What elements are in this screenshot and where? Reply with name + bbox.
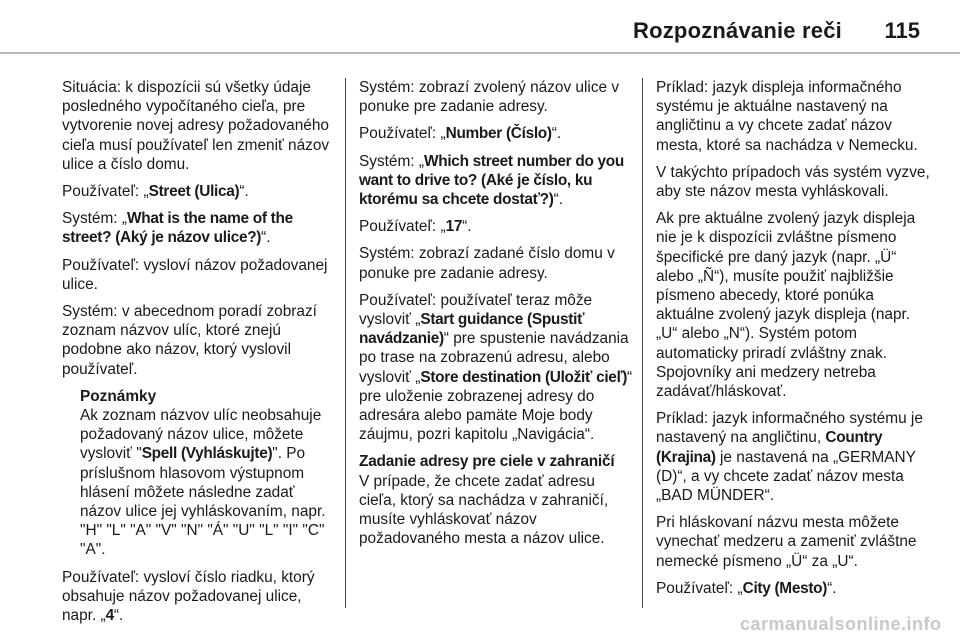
column-divider-2 — [642, 78, 643, 608]
note-title: Poznámky — [80, 387, 157, 405]
column-divider-1 — [345, 78, 346, 608]
paragraph: Používateľ: „17“. — [359, 218, 472, 236]
page-header — [0, 0, 960, 60]
column-1 — [62, 78, 334, 633]
page-number: 115 — [884, 18, 920, 43]
note-text: Ak zoznam názvov ulíc neobsahuje požadovaný názov ulice, môžete vysloviť "Spell (Vyhláskujte)". Po príslušnom hlasovom výstupnom hlásení môžete následne zadať názov ulice jej vyhláskovaním, napr. "H" "L" "A" "V" "N" "Á" "U" "L" "I" "C" "A". — [80, 407, 326, 559]
paragraph: Príklad: jazyk displeja informačného systému je aktuálne nastavený na angličtinu a vy chcete zadať názov mesta, ktoré sa nachádza v Nemecku. — [656, 79, 918, 154]
paragraph: V prípade, že chcete zadať adresu cieľa, ktorý sa nachádza v zahraničí, musíte vyhláskovať názov požadovaného mesta a názov ulice. — [359, 472, 609, 548]
section-title: Rozpoznávanie reči — [633, 18, 842, 43]
header-rule — [0, 52, 960, 54]
paragraph: Systém: „What is the name of the street? (Aký je názov ulice?)“. — [62, 210, 293, 247]
paragraph: Používateľ: vysloví číslo riadku, ktorý obsahuje názov požadovanej ulice, napr. „4“. — [62, 568, 315, 625]
note-box — [62, 387, 334, 560]
paragraph: Používateľ: „Street (Ulica)“. — [62, 183, 249, 201]
paragraph: Ak pre aktuálne zvolený jazyk displeja nie je k dispozícii zvláštne písmeno špecifické pre daný jazyk (napr. „Ü“ alebo „Ñ“), musíte použiť najbližšie písmeno abecedy, ktoré ponúka aktuálne zvolený jazyk displeja (napr. „U“ alebo „N“). Systém potom automaticky priradí zvláštny znak. Spojovníky ani medzery netreba zadávať/hláskovať. — [656, 210, 916, 401]
column-3 — [656, 78, 932, 606]
paragraph: Používateľ: vysloví názov požadovanej ulice. — [62, 256, 328, 293]
paragraph: Pri hláskovaní názvu mesta môžete vynechať medzeru a zameniť zvláštne nemecké písmeno „Ü“ za „U“. — [656, 514, 917, 570]
paragraph: Systém: „Which street number do you want to drive to? (Aké je číslo, ku ktorému sa chcete dostať?)“. — [359, 152, 624, 209]
paragraph: Situácia: k dispozícii sú všetky údaje posledného vypočítaného cieľa, pre vytvorenie novej adresy požadovaného cieľa musí používateľ len zmeniť názov ulice a číslo domu. — [62, 79, 330, 173]
paragraph: V takýchto prípadoch vás systém vyzve, aby ste názov mesta vyhláskovali. — [656, 163, 930, 201]
paragraph: Príklad: jazyk informačného systému je nastavený na angličtinu, Country (Krajina) je nastavená na „GERMANY (D)“, a vy chcete zadať názov mesta „BAD MÜNDER“. — [656, 410, 923, 505]
paragraph: Systém: zobrazí zvolený názov ulice v ponuke pre zadanie adresy. — [359, 79, 620, 116]
watermark: carmanualsonline.info — [740, 614, 942, 634]
column-2 — [359, 78, 635, 556]
paragraph: Používateľ: „City (Mesto)“. — [656, 579, 837, 597]
paragraph: Používateľ: používateľ teraz môže vysloviť „Start guidance (Spustiť navádzanie)“ pre spustenie navádzania po trase na zobrazenú adresu, alebo vysloviť „Store destination (Uložiť cieľ)“ pre uloženie zobrazenej adresy do adresára alebo pamäte Moje body záujmu, pozri kapitolu „Navigácia“. — [359, 291, 633, 444]
paragraph: Systém: zobrazí zadané číslo domu v ponuke pre zadanie adresy. — [359, 245, 615, 282]
paragraph: Systém: v abecednom poradí zobrazí zoznam názvov ulíc, ktoré znejú podobne ako názov, ktorý vyslovil používateľ. — [62, 303, 317, 378]
subsection-heading: Zadanie adresy pre ciele v zahraničí — [359, 453, 615, 471]
paragraph: Používateľ: „Number (Číslo)“. — [359, 125, 562, 143]
